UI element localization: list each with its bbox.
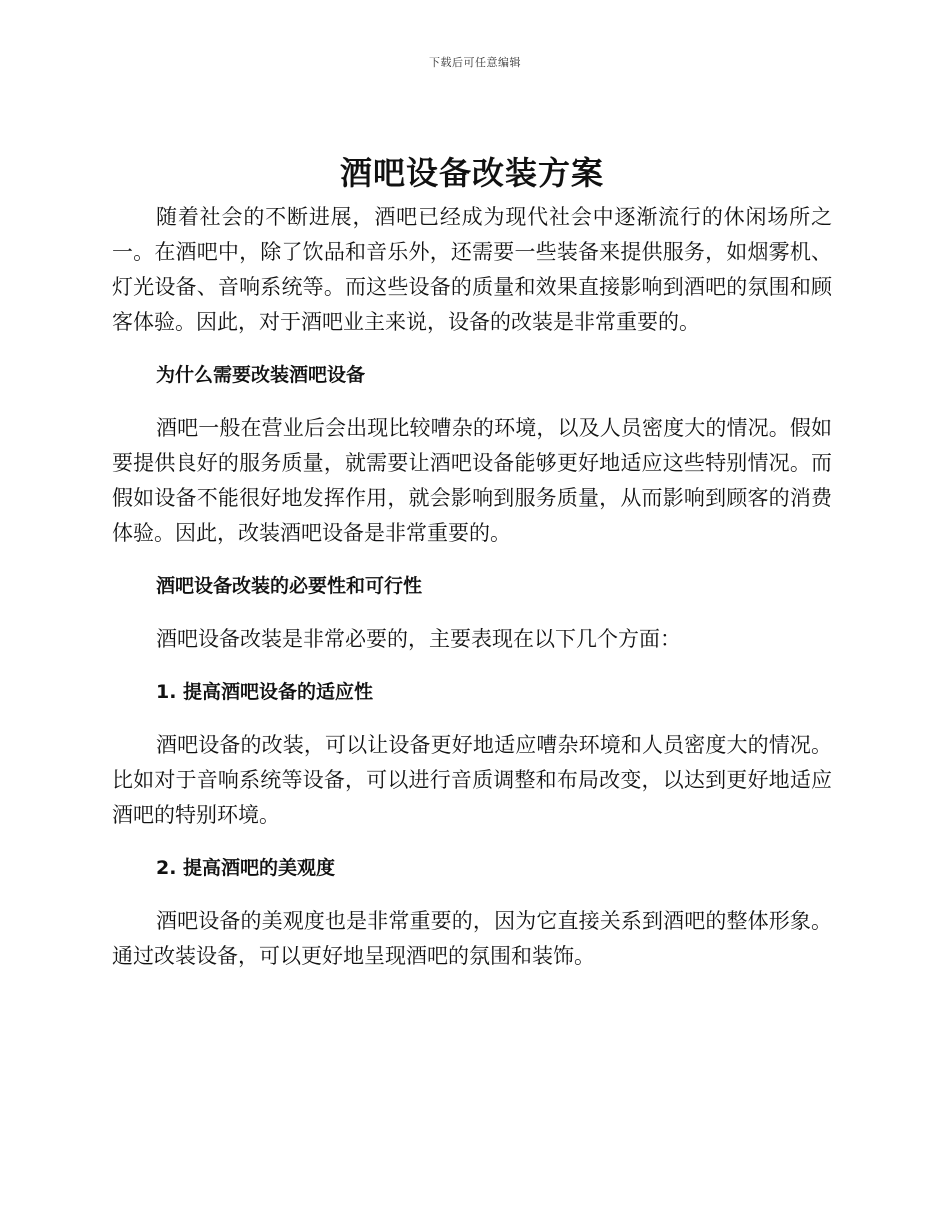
- document-title: 酒吧设备改装方案: [339, 154, 604, 192]
- section-paragraph-adaptability: 酒吧设备的改装，可以让设备更好地适应嘈杂环境和人员密度大的情况。比如对于音响系统等设备，可以进行音质调整和布局改变，以达到更好地适应酒吧的特别环境。: [112, 733, 832, 827]
- section-paragraph-why-modify: 酒吧一般在营业后会出现比较嘈杂的环境，以及人员密度大的情况。假如要提供良好的服务质量，就需要让酒吧设备能够更好地适应这些特别情况。而假如设备不能很好地发挥作用，就会影响到服务质量，从而影响到顾客的消费体验。因此，改装酒吧设备是非常重要的。: [112, 416, 832, 545]
- header-note: 下载后可任意编辑: [429, 56, 521, 69]
- section-heading-aesthetics: 2. 提高酒吧的美观度: [156, 857, 336, 879]
- section-heading-adaptability: 1. 提高酒吧设备的适应性: [156, 681, 374, 703]
- section-paragraph-aesthetics: 酒吧设备的美观度也是非常重要的，因为它直接关系到酒吧的整体形象。通过改装设备，可以更好地呈现酒吧的氛围和装饰。: [112, 909, 832, 968]
- intro-paragraph: 随着社会的不断进展，酒吧已经成为现代社会中逐渐流行的休闲场所之一。在酒吧中，除了饮品和音乐外，还需要一些装备来提供服务，如烟雾机、灯光设备、音响系统等。而这些设备的质量和效果直接影响到酒吧的氛围和顾客体验。因此，对于酒吧业主来说，设备的改装是非常重要的。: [112, 205, 832, 334]
- document-body: [112, 148, 832, 974]
- section-heading-why-modify: 为什么需要改装酒吧设备: [156, 364, 366, 386]
- section-paragraph-necessity: 酒吧设备改装是非常必要的，主要表现在以下几个方面：: [156, 627, 681, 651]
- section-heading-necessity: 酒吧设备改装的必要性和可行性: [156, 575, 423, 597]
